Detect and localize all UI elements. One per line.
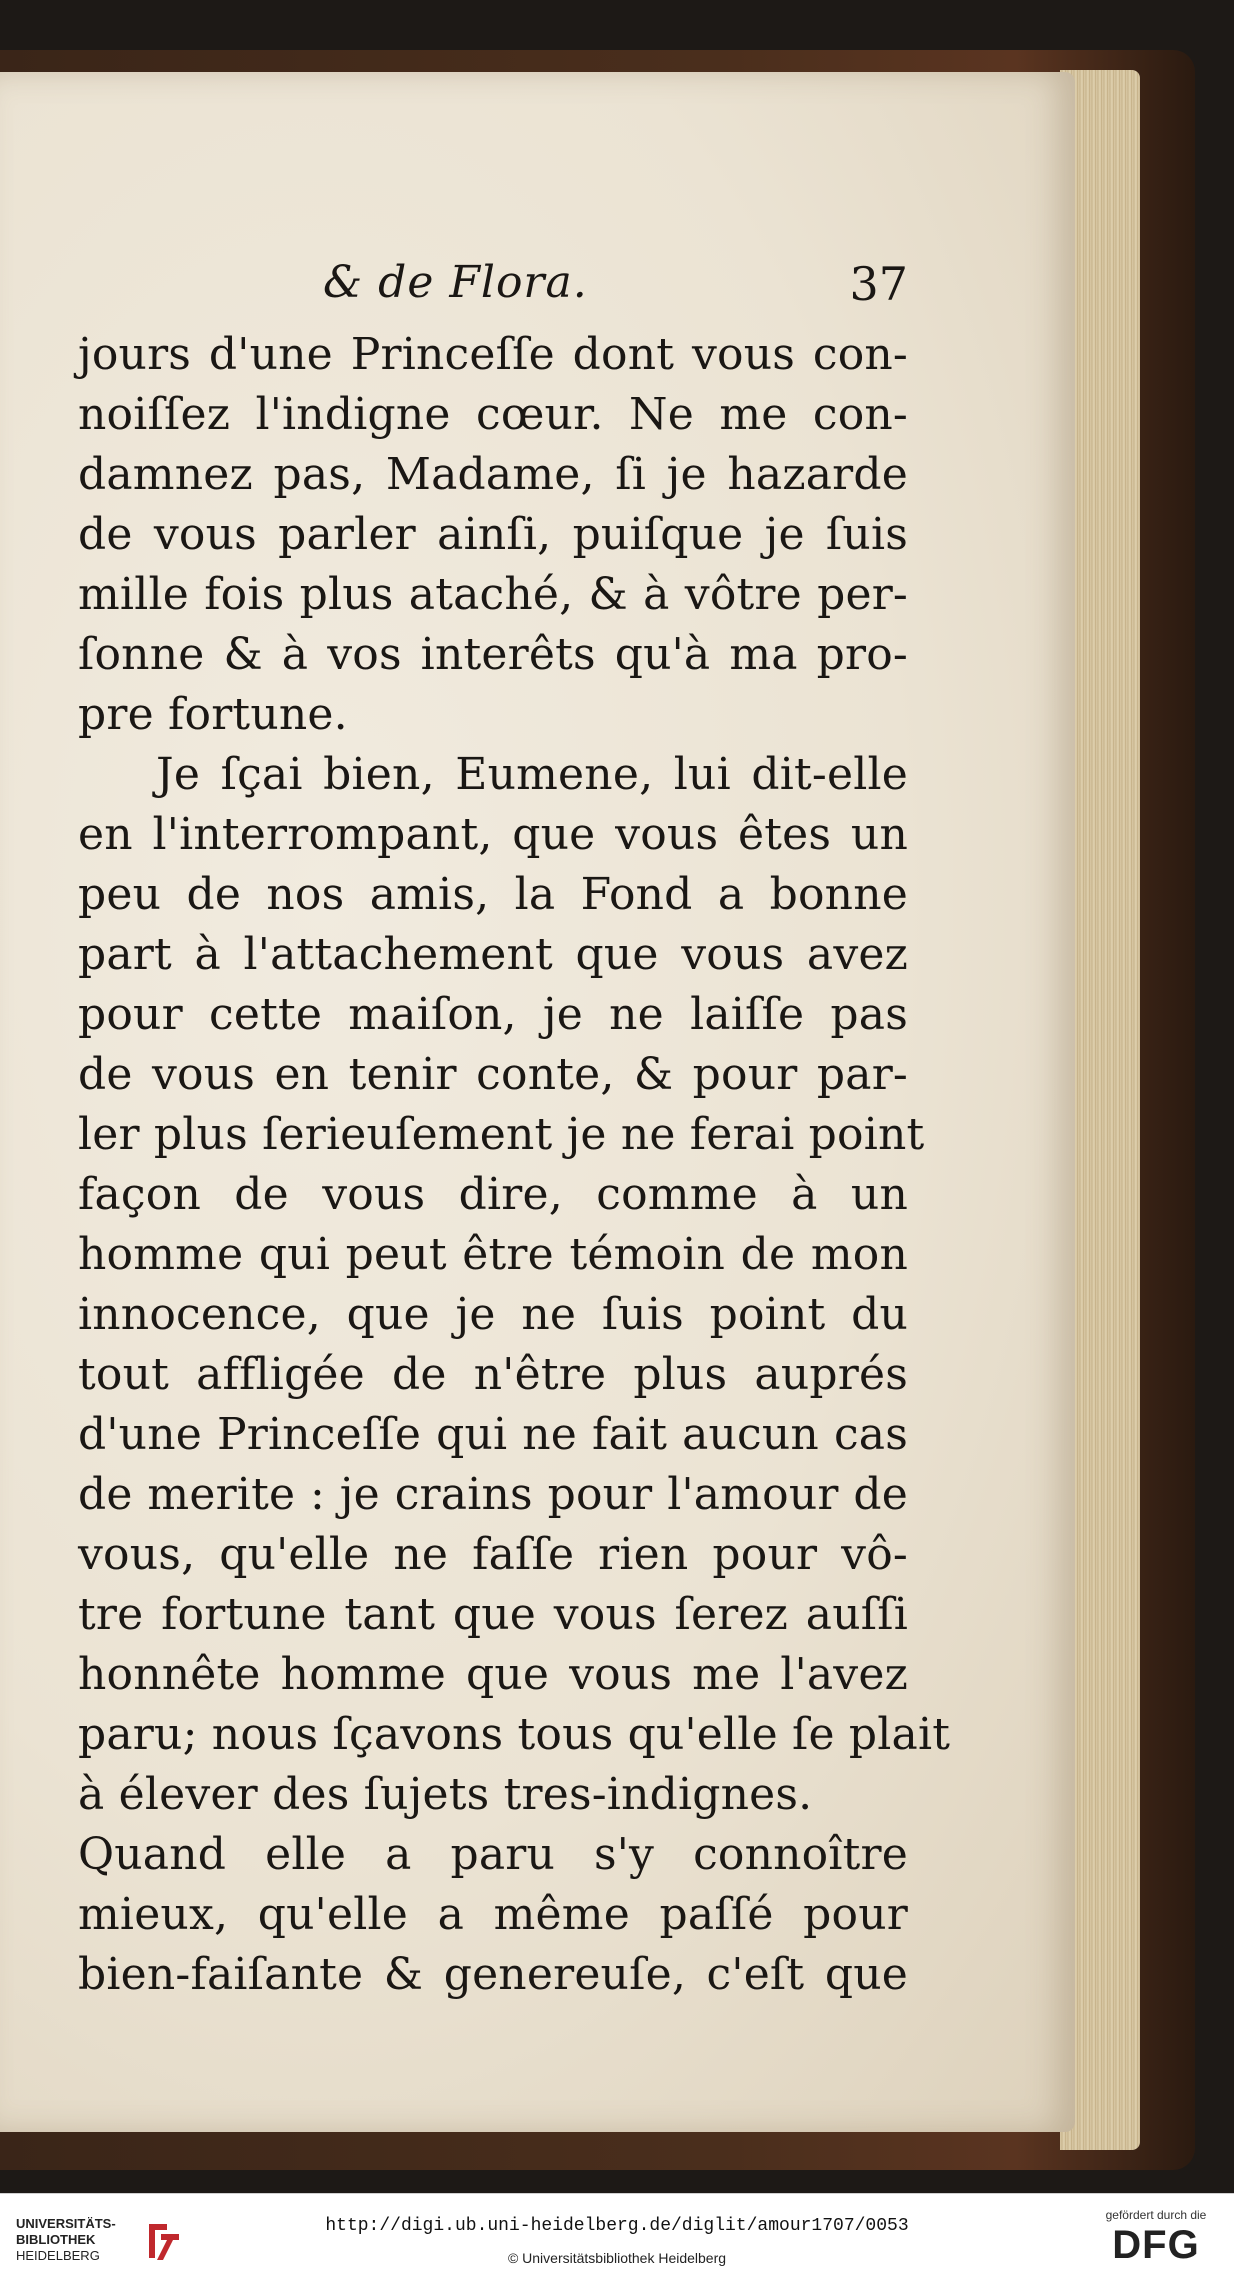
text-line: d'une Princeſſe qui ne fait aucun cas: [78, 1409, 908, 1460]
text-line: part à l'attachement que vous avez: [78, 929, 908, 980]
text-line: pre fortune.: [78, 689, 348, 740]
text-line: peu de nos amis, la Fond a bonne: [78, 869, 908, 920]
text-line: Quand elle a paru s'y connoître: [78, 1829, 908, 1880]
permalink-url[interactable]: http://digi.ub.uni-heidelberg.de/diglit/amour1707/0053: [325, 2216, 909, 2236]
funder-label: gefördert durch die: [1105, 2208, 1207, 2222]
text-line: innocence, que je ne ſuis point du: [78, 1289, 908, 1340]
body-text: [78, 325, 951, 2005]
text-line: jours d'une Princeſſe dont vous con-: [78, 329, 908, 380]
book-page: [0, 72, 1075, 2132]
dfg-logo: DFG: [1112, 2223, 1200, 2267]
text-line: paru; nous ſçavons tous qu'elle ſe plait: [78, 1709, 951, 1760]
text-line: de vous parler ainſi, puiſque je ſuis: [78, 509, 908, 560]
library-name-line: BIBLIOTHEK: [16, 2232, 96, 2247]
text-line: ler plus ſerieuſement je ne ferai point: [78, 1109, 925, 1160]
text-line: pour cette maiſon, je ne laiſſe pas: [78, 989, 908, 1040]
text-line: honnête homme que vous me l'avez: [78, 1649, 908, 1700]
text-line: mille fois plus ataché, & à vôtre per-: [78, 569, 908, 620]
funder-block[interactable]: [1096, 2208, 1216, 2268]
library-name-line: HEIDELBERG: [16, 2248, 100, 2263]
text-line: tout affligée de n'être plus auprés: [78, 1349, 908, 1400]
text-line: mieux, qu'elle a même paſſé pour: [78, 1889, 908, 1940]
page-number: 37: [849, 257, 908, 311]
text-line: à élever des ſujets tres-indignes.: [78, 1769, 813, 1820]
text-line: bien-faiſante & genereuſe, c'eſt que: [78, 1949, 908, 2000]
text-line: noiſſez l'indigne cœur. Ne me con-: [78, 389, 908, 440]
library-name-line: UNIVERSITÄTS-: [16, 2216, 116, 2231]
text-line: damnez pas, Madame, ſi je hazarde: [78, 449, 908, 500]
page-content: [78, 257, 951, 2005]
text-line: homme qui peut être témoin de mon: [78, 1229, 908, 1280]
running-head: [78, 257, 908, 321]
copyright-notice: © Universitätsbibliothek Heidelberg: [507, 2250, 727, 2266]
running-title: & de Flora.: [323, 257, 588, 308]
text-line: en l'interrompant, que vous êtes un: [78, 809, 908, 860]
text-line: Je ſçai bien, Eumene, lui dit-elle: [156, 749, 908, 800]
text-line: ſonne & à vos interêts qu'à ma pro-: [78, 629, 908, 680]
text-line: vous, qu'elle ne faſſe rien pour vô-: [78, 1529, 908, 1580]
text-line: de merite : je crains pour l'amour de: [78, 1469, 908, 1520]
viewer-footer: [0, 2193, 1234, 2283]
text-line: façon de vous dire, comme à un: [78, 1169, 908, 1220]
text-line: tre fortune tant que vous ſerez auſſi: [78, 1589, 908, 1640]
text-line: de vous en tenir conte, & pour par-: [78, 1049, 908, 1100]
